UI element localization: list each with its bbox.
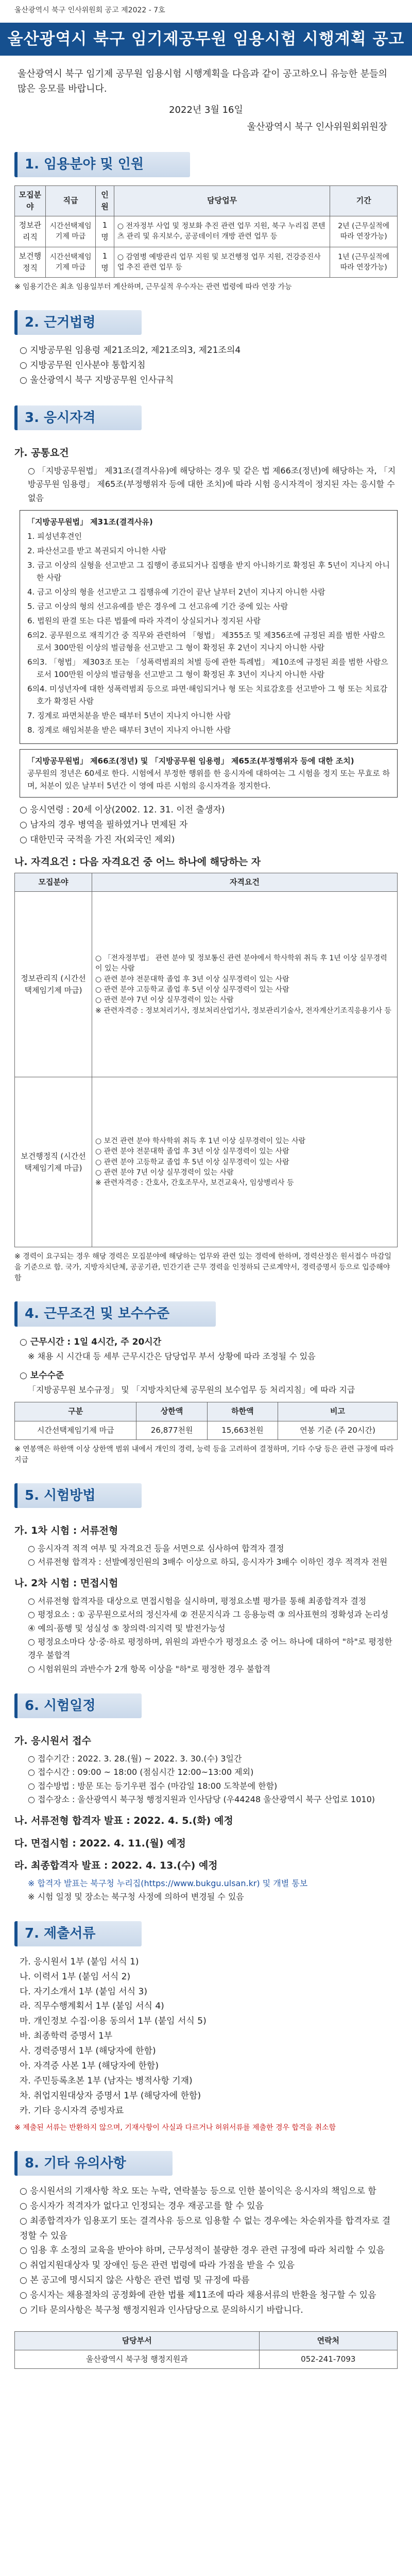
section-3-title: 3. 응시자격 [14, 405, 142, 430]
retirement-box [20, 749, 398, 798]
table-row [15, 247, 398, 278]
caution-item: ○ 응시자가 적격자가 없다고 인정되는 경우 재공고를 할 수 있음 [20, 2200, 264, 2211]
common-req-text: ○ 「지방공무원법」 제31조(결격사유)에 해당하는 경우 및 같은 법 제66조(정년)에 해당하는 자, 「지방공무원 임용령」 제65조(부정행위자 등에 대한 조치)에 따라 시험 응시자격이 정지된 자는 응시할 수 없음 [28, 465, 396, 503]
box-item: 2. 파산선고를 받고 복권되지 아니한 사람 [27, 546, 166, 556]
exam-item: ○ 평정요소마다 상·중·하로 평정하며, 위원의 과반수가 평정요소 중 어느 하나에 대하여 "하"로 평정한 경우 불합격 [28, 1636, 392, 1660]
law-item: ○ 지방공무원 임용령 제21조의2, 제21조의3, 제21조의4 [20, 345, 241, 356]
issuer: 울산광역시 북구 인사위원회위원장 [247, 122, 387, 133]
box-item: 6의3. 「형법」 제303조 또는 「성폭력범죄의 처벌 등에 관한 특례법」 제10조에 규정된 죄를 범한 사람으로서 100만원 이상의 벌금형을 선고받고 그 형이 확정된 후 3년이 지나지 아니한 사람 [27, 657, 388, 680]
th-max: 상한액 [136, 1402, 207, 1421]
schedule-note: ※ 합격자 발표는 북구청 누리집(https://www.bukgu.ulsan.kr) 및 개별 통보 [28, 1878, 308, 1888]
box-item: 8. 징계로 해임처분을 받은 때부터 3년이 지나지 아니한 사람 [27, 725, 231, 735]
cell-max: 26,877천원 [136, 1421, 207, 1439]
cell-req: ○ 「전자정부법」 관련 분야 및 정보통신 관련 분야에서 학사학위 취득 후 1년 이상 실무경력이 있는 사람 ○ 관련 분야 전문대학 졸업 후 3년 이상 실무경력이 있는 사람 ○ 관련 분야 고등학교 졸업 후 5년 이상 실무경력이 있는 사람 ○ 관련 분야 7년 이상 실무경력이 있는 사람 ※ 관련자격증 : 정보처리기사, 정보처리산업기사, 정보관리기술사, 전자계산기조직응용기사 등 [92, 892, 398, 1077]
box-item: 6의4. 미성년자에 대한 성폭력범죄 등으로 파면·해임되거나 형 또는 치료감호를 선고받아 그 형 또는 치료감호가 확정된 사람 [27, 684, 388, 706]
doc-item: 차. 취업지원대상자 증명서 1부 (해당자에 한함) [20, 2090, 201, 2101]
doc-item: 마. 개인정보 수집·이용 동의서 1부 (붙임 서식 5) [20, 2016, 207, 2027]
th-dept: 담당부서 [15, 2331, 260, 2350]
exam-item: ○ 시험위원의 과반수가 2개 항목 이상을 "하"로 평정한 경우 불합격 [28, 1664, 271, 1674]
box-item: 4. 금고 이상의 형을 선고받고 그 집행유예 기간이 끝난 날부터 2년이 지나지 아니한 사람 [27, 587, 325, 597]
notice-date: 2022년 3월 16일 [169, 104, 243, 115]
exam-step: 나. 2차 시험 : 면접시험 [14, 1578, 118, 1589]
table-row [15, 1421, 398, 1439]
caution-item: ○ 응시원서의 기재사항 착오 또는 누락, 연락불능 등으로 인한 불이익은 응시자의 책임으로 함 [20, 2185, 376, 2196]
caution-item: ○ 최종합격자가 임용포기 또는 결격사유 등으로 임용할 수 없는 경우에는 차순위자를 합격자로 결정할 수 있음 [20, 2215, 391, 2241]
disqualification-box [20, 510, 398, 744]
box-item: 7. 징계로 파면처분을 받은 때부터 5년이 지나지 아니한 사람 [27, 711, 231, 721]
caution-item: ○ 임용 후 소정의 교육을 받아야 하며, 근무성적이 불량한 경우 관련 규정에 따라 처리할 수 있음 [20, 2245, 385, 2256]
schedule-item: ○ 접수장소 : 울산광역시 북구청 행정지원과 인사담당 (우44248 울산광역시 북구 산업로 1010) [28, 1794, 375, 1804]
th-rank: 직급 [45, 185, 95, 216]
schedule-item: ○ 접수방법 : 방문 또는 등기우편 접수 (마감일 18:00 도착분에 한함) [28, 1781, 278, 1791]
section-2-title: 2. 근거법령 [14, 310, 142, 335]
box-item: 6의2. 공무원으로 재직기간 중 직무와 관련하여 「형법」 제355조 및 제356조에 규정된 죄를 범한 사람으로서 300만원 이상의 벌금형을 선고받고 그 형이 확정된 후 2년이 지나지 아니한 사람 [27, 631, 385, 653]
exam-item: ○ 응시자격 적격 여부 및 자격요건 등을 서면으로 심사하여 합격자 결정 [28, 1543, 284, 1553]
req-item: ○ 응시연령 : 20세 이상(2002. 12. 31. 이전 출생자) [20, 805, 225, 816]
schedule-note: ※ 시험 일정 및 장소는 북구청 사정에 의하여 변경될 수 있음 [28, 1892, 244, 1902]
cell-duty: ○ 전자정부 사업 및 정보화 추진 관련 업무 지원, 북구 누리집 콘텐츠 관리 및 유지보수, 공공데이터 개방 관련 업무 등 [114, 216, 330, 247]
exam-item: ○ 서류전형 합격자 : 선발예정인원의 3배수 이상으로 하되, 응시자가 3배수 이하인 경우 적격자 전원 [28, 1556, 388, 1567]
cell-min: 15,663천원 [207, 1421, 278, 1439]
pay-table [14, 1402, 398, 1440]
law-item: ○ 지방공무원 인사분야 통합지침 [20, 360, 146, 371]
cell-dept: 울산광역시 북구청 행정지원과 [15, 2350, 260, 2369]
table-row [15, 892, 398, 1077]
cell-remark: 연봉 기준 (주 20시간) [278, 1421, 398, 1439]
cell-period: 2년 (근무실적에 따라 연장가능) [330, 216, 398, 247]
th-req: 자격요건 [92, 873, 398, 892]
box-item: 3. 금고 이상의 실형을 선고받고 그 집행이 종료되거나 집행을 받지 아니하기로 확정된 후 5년이 지나지 아니한 사람 [27, 561, 390, 583]
th-period: 기간 [330, 185, 398, 216]
schedule-item: ○ 접수기간 : 2022. 3. 28.(월) ~ 2022. 3. 30.(수) 3일간 [28, 1753, 242, 1764]
cell-field: 정보관리직 (시간선택제임기제 마급) [15, 892, 92, 1077]
th-duty: 담당업무 [114, 185, 330, 216]
exam-item: ○ 서류전형 합격자를 대상으로 면접시험을 실시하며, 평정요소별 평가를 통해 최종합격자 결정 [28, 1596, 367, 1606]
table-row [15, 1077, 398, 1247]
box-item: 5. 금고 이상의 형의 선고유예를 받은 경우에 그 선고유예 기간 중에 있는 사람 [27, 602, 288, 612]
qualification-note: ※ 경력이 요구되는 경우 해당 경력은 모집분야에 해당하는 업무와 관련 있는 경력에 한하며, 경력산정은 원서접수 마감일을 기준으로 함. 국가, 지방자치단체, 공공기관, 민간기관 근무 경력을 인정하되 근로계약서, 경력증명서 등으로 입증해야 함 [14, 1252, 392, 1283]
box-title: 「지방공무원법」 제66조(정년) 및 「지방공무원 임용령」 제65조(부정행위자 등에 대한 조치) [27, 756, 354, 766]
worktime-title: ○ 근무시간 : 1일 4시간, 주 20시간 [20, 1336, 162, 1347]
cell-duty: ○ 감염병 예방관리 업무 지원 및 보건행정 업무 지원, 건강증진사업 추진 관련 업무 등 [114, 247, 330, 278]
caution-item: ○ 기타 문의사항은 북구청 행정지원과 인사담당으로 문의하시기 바랍니다. [20, 2304, 303, 2315]
section-6-title: 6. 시험일정 [14, 1693, 142, 1718]
pay-text: 「지방공무원 보수규정」 및 「지방자치단체 공무원의 보수업무 등 처리지침」에 따라 지급 [28, 1384, 355, 1395]
notice-number: 울산광역시 북구 인사위원회 공고 제2022 - 7호 [14, 6, 165, 14]
section-7-title: 7. 제출서류 [14, 1921, 142, 1946]
schedule-step: 라. 최종합격자 발표 : 2022. 4. 13.(수) 예정 [14, 1860, 218, 1872]
cell-tel: 052-241-7093 [259, 2350, 397, 2369]
cell-rank: 시간선택제임기제 마급 [45, 247, 95, 278]
cell-count: 1명 [96, 216, 114, 247]
pay-note: ※ 연봉액은 하한액 이상 상한액 범위 내에서 개인의 경력, 능력 등을 고려하여 결정하며, 기타 수당 등은 관련 규정에 따라 지급 [14, 1445, 394, 1464]
common-req-title: 가. 공통요건 [14, 447, 69, 459]
cell-field: 정보관리직 [15, 216, 46, 247]
doc-item: 카. 기타 응시자격 증빙자료 [20, 2105, 124, 2116]
cell-count: 1명 [96, 247, 114, 278]
doc-item: 사. 경력증명서 1부 (해당자에 한함) [20, 2046, 156, 2057]
th-cat: 구분 [15, 1402, 136, 1421]
cell-rank: 시간선택제임기제 마급 [45, 216, 95, 247]
box-text: 공무원의 정년은 60세로 한다. 시험에서 부정한 행위를 한 응시자에 대하여는 그 시험을 정지 또는 무효로 하며, 처분이 있은 날부터 5년간 이 영에 따른 시험의 응시자격을 정지한다. [27, 769, 390, 791]
doc-item: 다. 자기소개서 1부 (붙임 서식 3) [20, 1986, 147, 1997]
caution-item: ○ 취업지원대상자 및 장애인 등은 관련 법령에 따라 가점을 받을 수 있음 [20, 2260, 295, 2271]
doc-item: 라. 직무수행계획서 1부 (붙임 서식 4) [20, 2001, 164, 2012]
table-row [15, 216, 398, 247]
doc-item: 나. 이력서 1부 (붙임 서식 2) [20, 1971, 131, 1982]
section-1-title: 1. 임용분야 및 인원 [14, 152, 190, 177]
schedule-step: 가. 응시원서 접수 [14, 1735, 91, 1747]
exam-step: 가. 1차 시험 : 서류전형 [14, 1525, 118, 1537]
th-field: 모집분야 [15, 873, 92, 892]
th-field: 모집분야 [15, 185, 46, 216]
table-row [15, 2350, 398, 2369]
section-8-title: 8. 기타 유의사항 [14, 2151, 173, 2176]
cell-field: 보건행정직 (시간선택제임기제 마급) [15, 1077, 92, 1247]
th-min: 하한액 [207, 1402, 278, 1421]
section-1-note: ※ 임용기간은 최초 임용일부터 계산하며, 근무실적 우수자는 관련 법령에 따라 연장 가능 [14, 283, 292, 292]
box-item: 6. 법원의 판결 또는 다른 법률에 따라 자격이 상실되거나 정지된 사람 [27, 616, 261, 626]
qualification-title: 나. 자격요건 : 다음 자격요건 중 어느 하나에 해당하는 자 [14, 856, 261, 868]
doc-item: 자. 주민등록초본 1부 (남자는 병적사항 기재) [20, 2075, 193, 2086]
schedule-item: ○ 접수시간 : 09:00 ~ 18:00 (점심시간 12:00~13:00 제외) [28, 1767, 254, 1777]
doc-item: 바. 최종학력 증명서 1부 [20, 2031, 113, 2042]
positions-table [14, 185, 398, 278]
caution-item: ○ 본 공고에 명시되지 않은 사항은 관련 법령 및 규정에 따름 [20, 2275, 250, 2286]
law-item: ○ 울산광역시 북구 지방공무원 인사규칙 [20, 375, 174, 386]
cell-cat: 시간선택제임기제 마급 [15, 1421, 136, 1439]
req-item: ○ 남자의 경우 병역을 필하였거나 면제된 자 [20, 819, 188, 830]
cell-field: 보건행정직 [15, 247, 46, 278]
th-remark: 비고 [278, 1402, 398, 1421]
th-tel: 연락처 [259, 2331, 397, 2350]
intro-text: 울산광역시 북구 임기제 공무원 임용시험 시행계획을 다음과 같이 공고하오니 유능한 분들의 많은 응모를 바랍니다. [18, 69, 387, 94]
exam-item: ○ 평정요소 : ① 공무원으로서의 정신자세 ② 전문지식과 그 응용능력 ③ 의사표현의 정확성과 논리성 ④ 예의·품행 및 성실성 ⑤ 창의력·의지력 및 발전가능성 [28, 1609, 389, 1633]
pay-title: ○ 보수수준 [20, 1370, 64, 1381]
box-title: 「지방공무원법」 제31조(결격사유) [27, 517, 153, 527]
section-4-title: 4. 근무조건 및 보수수준 [14, 1301, 216, 1326]
doc-item: 가. 응시원서 1부 (붙임 서식 1) [20, 1956, 139, 1967]
schedule-step: 나. 서류전형 합격자 발표 : 2022. 4. 5.(화) 예정 [14, 1815, 233, 1827]
schedule-step: 다. 면접시험 : 2022. 4. 11.(월) 예정 [14, 1837, 186, 1849]
th-count: 인원 [96, 185, 114, 216]
cell-period: 1년 (근무실적에 따라 연장가능) [330, 247, 398, 278]
req-item: ○ 대한민국 국적을 가진 자(외국인 제외) [20, 834, 175, 845]
section-5-title: 5. 시험방법 [14, 1483, 142, 1508]
caution-item: ○ 응시자는 채용절차의 공정화에 관한 법률 제11조에 따라 채용서류의 반환을 청구할 수 있음 [20, 2290, 376, 2301]
box-item: 1. 피성년후견인 [27, 532, 82, 541]
doc-note: ※ 제출된 서류는 반환하지 않으며, 기재사항이 사실과 다르거나 허위서류를 제출한 경우 합격을 취소함 [14, 2123, 336, 2132]
doc-item: 아. 자격증 사본 1부 (해당자에 한함) [20, 2060, 159, 2071]
footer-space [14, 2369, 398, 2384]
worktime-text: ※ 채용 시 시간대 등 세부 근무시간은 담당업무 부서 상황에 따라 조정될 수 있음 [28, 1351, 316, 1361]
cell-req: ○ 보건 관련 분야 학사학위 취득 후 1년 이상 실무경력이 있는 사람 ○ 관련 분야 전문대학 졸업 후 3년 이상 실무경력이 있는 사람 ○ 관련 분야 고등학교 졸업 후 5년 이상 실무경력이 있는 사람 ○ 관련 분야 7년 이상 실무경력이 있는 사람 ※ 관련자격증 : 간호사, 간호조무사, 보건교육사, 임상병리사 등 [92, 1077, 398, 1247]
contact-table [14, 2331, 398, 2369]
banner-title: 울산광역시 북구 임기제공무원 임용시험 시행계획 공고 [0, 23, 412, 56]
qualification-table [14, 873, 398, 1247]
